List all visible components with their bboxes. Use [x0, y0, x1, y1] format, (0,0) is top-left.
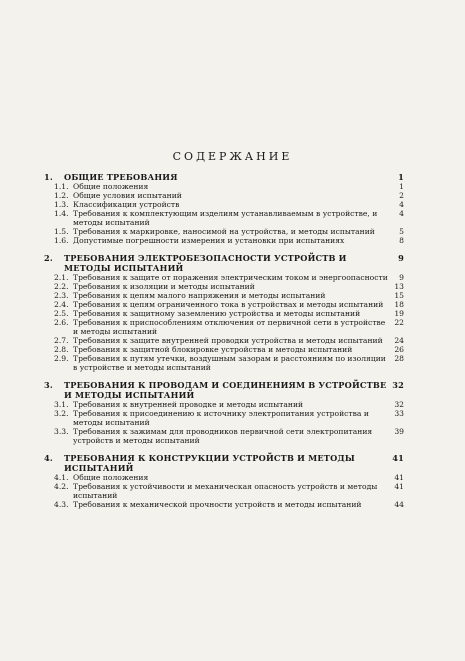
entry-number: 2.8. — [54, 345, 69, 354]
entry-number: 2.4. — [54, 300, 69, 309]
entry-number: 2.9. — [54, 354, 69, 363]
entry-number: 2.7. — [54, 336, 69, 345]
toc-entry[interactable] — [44, 318, 404, 336]
entry-page: 22 — [394, 318, 404, 327]
entry-number: 1.6. — [54, 236, 69, 245]
section-page: 9 — [398, 253, 404, 263]
toc-section-heading[interactable] — [44, 453, 404, 473]
section-title: ТРЕБОВАНИЯ К ПРОВОДАМ И СОЕДИНЕНИЯМ В УСТРОЙСТВЕ И МЕТОДЫ ИСПЫТАНИЙ — [64, 380, 387, 400]
toc-entry[interactable] — [44, 291, 404, 300]
entry-text: Требования к устойчивости и механическая опасность устройств и методы испытаний — [73, 482, 378, 500]
section-page: 1 — [398, 172, 404, 182]
toc-entry[interactable] — [44, 482, 404, 500]
entry-text: Требования к цепям малого напряжения и методы испытаний — [73, 291, 326, 300]
entry-page: 41 — [394, 473, 404, 482]
toc-section-heading[interactable] — [44, 253, 404, 273]
table-of-contents — [44, 172, 404, 509]
entry-page: 19 — [394, 309, 404, 318]
entry-number: 2.1. — [54, 273, 69, 282]
entry-text: Классификация устройств — [73, 200, 180, 209]
toc-entry[interactable] — [44, 500, 404, 509]
section-title: ОБЩИЕ ТРЕБОВАНИЯ — [64, 172, 178, 182]
entry-page: 15 — [394, 291, 404, 300]
entry-number: 1.1. — [54, 182, 69, 191]
entry-page: 2 — [399, 191, 404, 200]
entry-text: Требования к путям утечки, воздушным зазорам и расстояниям по изоляции в устройстве и методы испытаний — [73, 354, 386, 372]
entry-page: 41 — [394, 482, 404, 491]
entry-number: 1.5. — [54, 227, 69, 236]
section-page: 32 — [392, 380, 404, 390]
entry-page: 4 — [399, 200, 404, 209]
entry-number: 2.5. — [54, 309, 69, 318]
entry-page: 32 — [394, 400, 404, 409]
entry-number: 3.2. — [54, 409, 69, 418]
entry-text: Требования к внутренней проводке и методы испытаний — [73, 400, 304, 409]
entry-page: 8 — [399, 236, 404, 245]
toc-entry[interactable] — [44, 191, 404, 200]
entry-number: 1.3. — [54, 200, 69, 209]
entry-text: Требования к механической прочности устройств и методы испытаний — [73, 500, 362, 509]
toc-entry[interactable] — [44, 282, 404, 291]
entry-text: Требования к маркировке, наносимой на устройства, и методы испытаний — [73, 227, 375, 236]
toc-entry[interactable] — [44, 473, 404, 482]
entry-page: 28 — [394, 354, 404, 363]
toc-entry[interactable] — [44, 273, 404, 282]
section-number: 3. — [44, 380, 53, 390]
entry-text: Общие положения — [73, 473, 149, 482]
entry-text: Требования к изоляции и методы испытаний — [73, 282, 255, 291]
section-number: 2. — [44, 253, 53, 263]
entry-text: Требования к цепям ограниченного тока в устройствах и методы испытаний — [73, 300, 384, 309]
toc-entry[interactable] — [44, 336, 404, 345]
entry-number: 2.6. — [54, 318, 69, 327]
entry-text: Требования к комплектующим изделиям устанавливаемым в устройстве, и методы испытаний — [73, 209, 378, 227]
toc-entry[interactable] — [44, 227, 404, 236]
toc-entry[interactable] — [44, 400, 404, 409]
toc-entry[interactable] — [44, 309, 404, 318]
toc-entry[interactable] — [44, 200, 404, 209]
section-number: 1. — [44, 172, 53, 182]
toc-entry[interactable] — [44, 300, 404, 309]
toc-entry[interactable] — [44, 209, 404, 227]
toc-section — [44, 453, 404, 509]
entry-number: 1.4. — [54, 209, 69, 218]
entry-page: 5 — [399, 227, 404, 236]
entry-number: 4.3. — [54, 500, 69, 509]
entry-text: Общие положения — [73, 182, 149, 191]
toc-section-heading[interactable] — [44, 172, 404, 182]
entry-text: Допустимые погрешности измерения и установки при испытаниях — [73, 236, 345, 245]
entry-number: 2.2. — [54, 282, 69, 291]
entry-page: 4 — [399, 209, 404, 218]
entry-page: 18 — [394, 300, 404, 309]
toc-entry[interactable] — [44, 236, 404, 245]
entry-page: 26 — [394, 345, 404, 354]
entry-page: 24 — [394, 336, 404, 345]
entry-text: Требования к защите внутренней проводки устройства и методы испытаний — [73, 336, 383, 345]
toc-entry[interactable] — [44, 182, 404, 191]
entry-number: 3.1. — [54, 400, 69, 409]
toc-entry[interactable] — [44, 345, 404, 354]
entry-page: 1 — [399, 182, 404, 191]
entry-text: Требования к защитной блокировке устройства и методы испытаний — [73, 345, 353, 354]
toc-section — [44, 253, 404, 372]
entry-number: 2.3. — [54, 291, 69, 300]
entry-text: Требования к зажимам для проводников первичной сети электропитания устройств и методы испытаний — [73, 427, 373, 445]
entry-number: 4.1. — [54, 473, 69, 482]
entry-number: 1.2. — [54, 191, 69, 200]
toc-entry[interactable] — [44, 354, 404, 372]
toc-section — [44, 380, 404, 445]
entry-page: 44 — [394, 500, 404, 509]
toc-entry[interactable] — [44, 409, 404, 427]
section-number: 4. — [44, 453, 53, 463]
entry-page: 13 — [394, 282, 404, 291]
page-title: СОДЕРЖАНИЕ — [172, 150, 293, 163]
section-title: ТРЕБОВАНИЯ ЭЛЕКТРОБЕЗОПАСНОСТИ УСТРОЙСТВ И МЕТОДЫ ИСПЫТАНИЙ — [64, 253, 347, 273]
entry-text: Требования к защитному заземлению устройства и методы испытаний — [73, 309, 361, 318]
toc-section — [44, 172, 404, 245]
section-page: 41 — [392, 453, 404, 463]
entry-text: Требования к присоединению к источнику электропитания устройства и методы испытаний — [73, 409, 369, 427]
entry-number: 3.3. — [54, 427, 69, 436]
toc-entry[interactable] — [44, 427, 404, 445]
entry-page: 39 — [394, 427, 404, 436]
entry-text: Требования к приспособлениям отключения от первичной сети в устройстве и методы испытаний — [73, 318, 386, 336]
entry-page: 33 — [394, 409, 404, 418]
entry-text: Требования к защите от поражения электрическим током и энергоопасности — [73, 273, 388, 282]
section-title: ТРЕБОВАНИЯ К КОНСТРУКЦИИ УСТРОЙСТВ И МЕТОДЫ ИСПЫТАНИЙ — [64, 453, 355, 473]
entry-number: 4.2. — [54, 482, 69, 491]
entry-page: 9 — [399, 273, 404, 282]
toc-section-heading[interactable] — [44, 380, 404, 400]
entry-text: Общие условия испытаний — [73, 191, 182, 200]
